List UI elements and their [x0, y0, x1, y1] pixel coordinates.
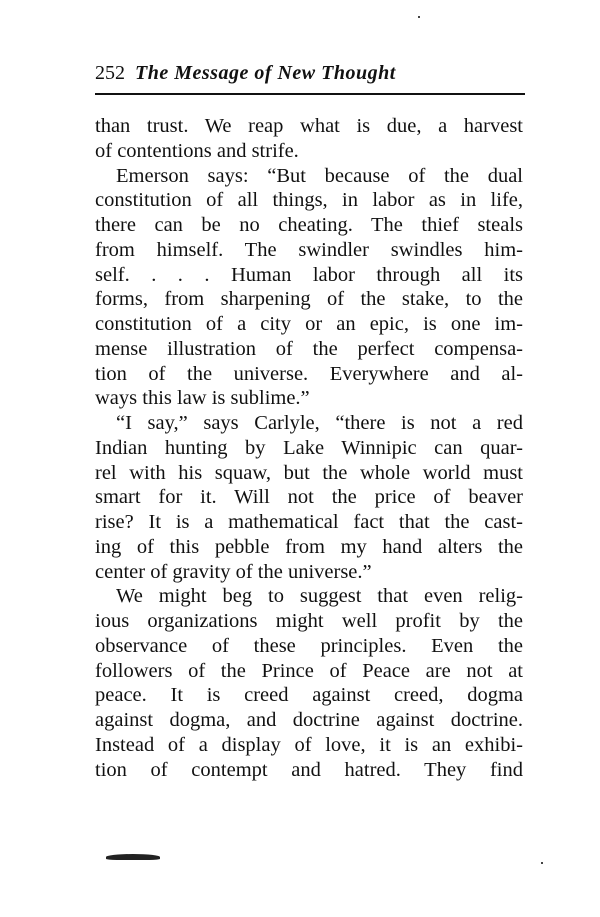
scan-speck	[541, 862, 543, 864]
scan-smudge	[106, 854, 160, 860]
text-line: peace. It is creed against creed, dogma	[95, 684, 523, 707]
text-line: from himself. The swindler swindles him-	[95, 238, 523, 261]
text-line: We might beg to suggest that even relig-	[116, 585, 523, 608]
text-line: ways this law is sublime.”	[95, 387, 310, 410]
text-line: smart for it. Will not the price of beaver	[95, 486, 523, 509]
text-line: Emerson says: “But because of the dual	[116, 164, 523, 187]
text-line: constitution of a city or an epic, is one im-	[95, 313, 523, 335]
text-line: observance of these principles. Even the	[95, 634, 523, 657]
text-line: rise? It is a mathematical fact that the cast-	[95, 511, 523, 533]
text-line: mense illustration of the perfect compensa-	[95, 337, 523, 360]
text-line: ing of this pebble from my hand alters the	[95, 535, 523, 558]
text-line: tion of the universe. Everywhere and al-	[95, 362, 523, 385]
page-body-text	[95, 114, 523, 782]
text-line: self. . . . Human labor through all its	[95, 263, 523, 286]
running-header	[95, 62, 525, 85]
text-line: ious organizations might well profit by the	[95, 610, 523, 632]
text-line: Indian hunting by Lake Winnipic can quar-	[95, 436, 523, 459]
text-line: forms, from sharpening of the stake, to the	[95, 288, 523, 311]
text-line: center of gravity of the universe.”	[95, 560, 372, 583]
scan-speck	[418, 16, 420, 18]
header-rule	[95, 93, 525, 95]
text-line: there can be no cheating. The thief steals	[95, 214, 523, 236]
text-line: “I say,” says Carlyle, “there is not a red	[116, 412, 523, 434]
text-line: constitution of all things, in labor as in life,	[95, 189, 523, 212]
text-line: followers of the Prince of Peace are not at	[95, 659, 523, 682]
page-number: 252	[95, 62, 125, 84]
text-line: Instead of a display of love, it is an exhibi-	[95, 733, 523, 756]
text-line: than trust. We reap what is due, a harvest	[95, 115, 523, 137]
running-title: The Message of New Thought	[135, 62, 396, 84]
text-line: rel with his squaw, but the whole world must	[95, 461, 523, 484]
text-line: against dogma, and doctrine against doctrine.	[95, 709, 523, 731]
text-line: tion of contempt and hatred. They find	[95, 758, 523, 781]
text-line: of contentions and strife.	[95, 139, 299, 162]
